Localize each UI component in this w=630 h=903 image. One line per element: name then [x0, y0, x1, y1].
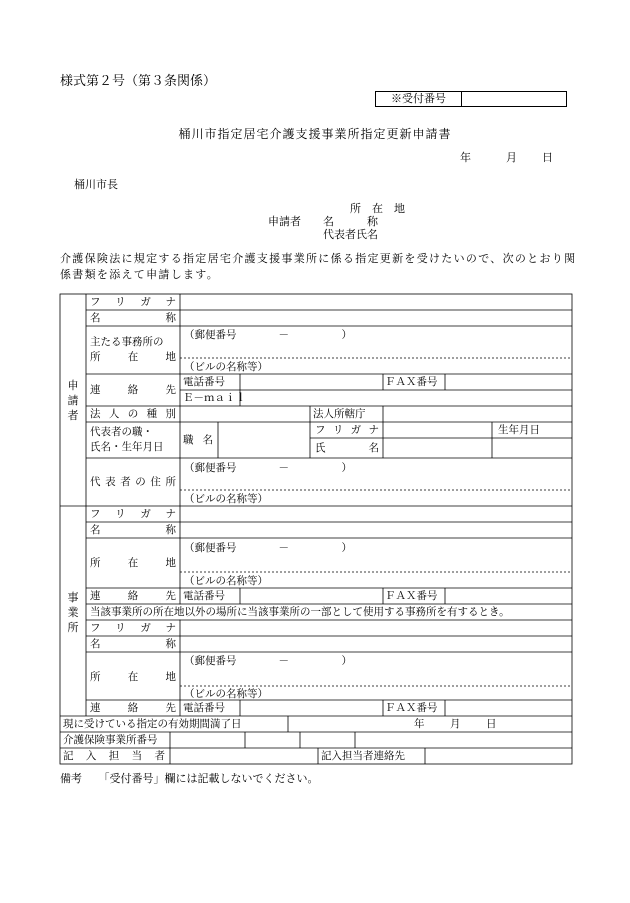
office-contact-label: 連 絡 先	[90, 590, 176, 602]
document-title: 桶川市指定居宅介護支援事業所指定更新申請書	[178, 127, 452, 141]
rep-furigana-label: フ リ ガ ナ	[315, 424, 379, 436]
office2-building[interactable]: （ビルの名称等）	[184, 688, 268, 700]
office-section-label: 事 業 所	[67, 591, 79, 634]
office-address-label: 所 在 地	[90, 557, 176, 569]
office-fax-label: ＦＡＸ番号	[385, 590, 438, 602]
office-postal[interactable]: （郵便番号 － ）	[184, 542, 352, 554]
rep-building[interactable]: （ビルの名称等）	[184, 493, 268, 505]
applicant-postal[interactable]: （郵便番号 － ）	[184, 329, 352, 341]
rep-label-1: 代表者の職・	[90, 426, 153, 438]
applicant-representative-label: 代表者氏名	[323, 228, 378, 241]
applicant-office-label-2: 所 在 地	[90, 351, 176, 363]
applicant-address-label: 所 在 地	[350, 202, 405, 215]
applicant-email-label: Ｅ－ｍａｉｌ	[183, 392, 246, 404]
date-year: 年	[460, 151, 471, 164]
insurance-number-label: 介護保険事業所番号	[63, 734, 158, 746]
expiry-month: 月	[450, 718, 461, 730]
birthdate-label: 生年月日	[498, 424, 540, 436]
expiry-day: 日	[486, 718, 497, 730]
other-office-note: 当該事業所の所在地以外の場所に当該事業所の一部として使用する事務所を有するとき。	[90, 606, 510, 618]
applicant-section-label: 申 請 者	[67, 379, 79, 422]
applicant-building[interactable]: （ビルの名称等）	[184, 361, 268, 373]
corp-type-label: 法 人 の 種 別	[90, 408, 176, 420]
writer-label: 記 入 担 当 者	[63, 750, 165, 762]
applicant-prefix: 申請者	[268, 215, 301, 228]
office2-postal[interactable]: （郵便番号 － ）	[184, 655, 352, 667]
applicant-furigana-label: フ リ ガ ナ	[90, 296, 176, 308]
position-label: 職 名	[183, 434, 213, 446]
writer-contact-label: 記入担当者連絡先	[321, 750, 405, 762]
office2-fax-label: ＦＡＸ番号	[385, 702, 438, 714]
rep-label-2: 氏名・生年月日	[90, 441, 164, 453]
office2-address-label: 所 在 地	[90, 671, 176, 683]
rep-name-label: 氏 名	[315, 442, 379, 454]
office2-contact-label: 連 絡 先	[90, 702, 176, 714]
applicant-office-label-1: 主たる事務所の	[90, 336, 164, 348]
intro-text: 介護保険法に規定する指定居宅介護支援事業所に係る指定更新を受けたいので、次のとおり関係書類を添えて申請します。	[60, 252, 577, 281]
applicant-fax-label: ＦＡＸ番号	[385, 376, 438, 388]
form-id: 様式第２号（第３条関係）	[60, 74, 217, 89]
applicant-contact-label: 連 絡 先	[90, 384, 176, 396]
office2-phone-label: 電話番号	[183, 702, 225, 714]
office2-furigana-label: フ リ ガ ナ	[90, 622, 176, 634]
date-month: 月	[506, 151, 517, 164]
receipt-number-label: ※受付番号	[376, 92, 462, 106]
date-day: 日	[542, 151, 553, 164]
rep-address-label: 代 表 者 の 住 所	[90, 476, 176, 488]
office-phone-label: 電話番号	[183, 590, 225, 602]
office2-name-label: 名 称	[90, 638, 176, 650]
office-name-label: 名 称	[90, 524, 176, 536]
applicant-name-label: 名 称	[90, 312, 176, 324]
applicant-phone-label: 電話番号	[183, 376, 225, 388]
corp-authority-label: 法人所轄庁	[313, 408, 366, 420]
office-building[interactable]: （ビルの名称等）	[184, 575, 268, 587]
office-furigana-label: フ リ ガ ナ	[90, 508, 176, 520]
applicant-name-label: 名 称	[323, 215, 378, 228]
rep-postal[interactable]: （郵便番号 － ）	[184, 462, 352, 474]
expiry-year: 年	[414, 718, 425, 730]
addressee: 桶川市長	[74, 178, 118, 191]
remarks: 備考 「受付番号」欄には記載しないでください。	[60, 772, 319, 785]
expiry-label: 現に受けている指定の有効期間満了日	[63, 718, 242, 730]
